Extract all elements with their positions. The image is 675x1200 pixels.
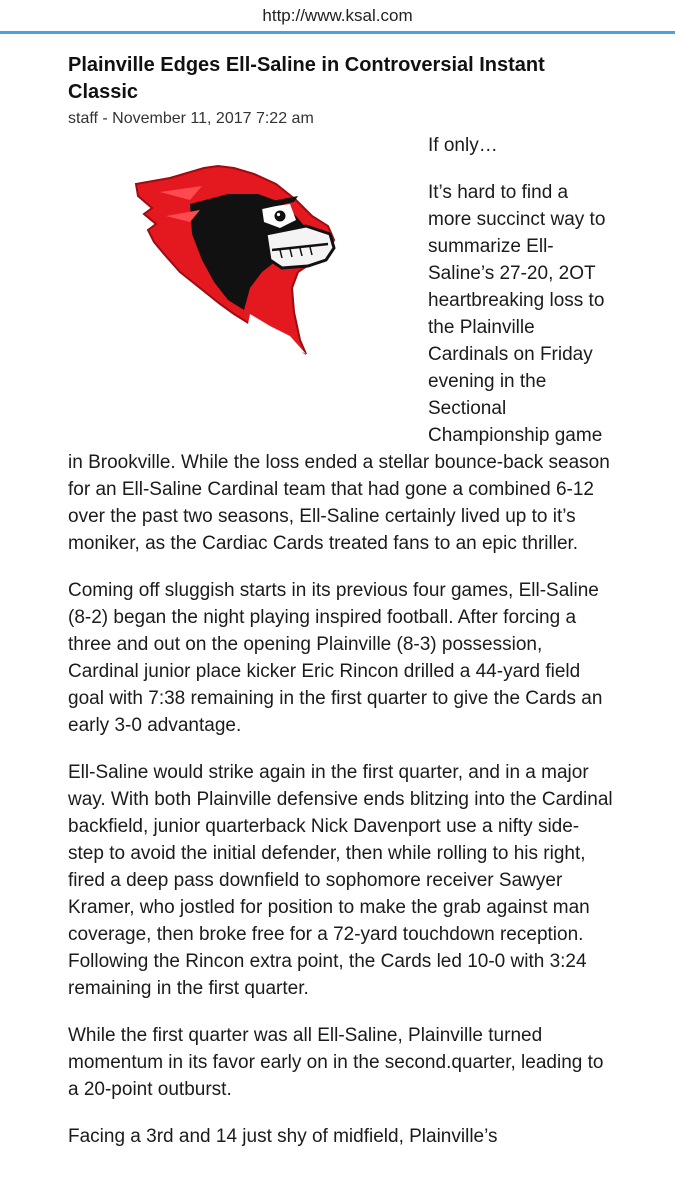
paragraph: While the first quarter was all Ell-Saline, Plainville turned momentum in its favor early on in the second.quarter, leading to a 20-point outburst. <box>68 1025 604 1100</box>
logo-container <box>68 132 408 434</box>
paragraph: Coming off sluggish starts in its previous four games, Ell-Saline (8-2) began the night playing inspired football. After forcing a three and out on the opening Plainville (8-3) possession, Cardinal junior place kicker Eric Rincon drilled a 44-yard field goal with 7:38 remaining in the first quarter to give the Cards an early 3-0 advantage. <box>68 580 603 736</box>
paragraph: Facing a 3rd and 14 just shy of midfield, Plainville’s <box>68 1126 498 1147</box>
paragraph: If only… <box>428 135 498 156</box>
url-text[interactable]: http://www.ksal.com <box>262 5 413 25</box>
article-byline: staff - November 11, 2017 7:22 am <box>68 110 314 127</box>
address-bar[interactable] <box>0 0 675 34</box>
paragraph: Ell-Saline would strike again in the first quarter, and in a major way. With both Plainville defensive ends blitzing into the Cardinal backfield, junior quarterback Nick Davenport use a nifty side-step to avoid the initial defender, then while rolling to his right, fired a deep pass downfield to sophomore receiver Sawyer Kramer, who jostled for position to make the grab against man coverage, then broke free for a 72-yard touchdown reception. Following the Rincon extra point, the Cards led 10-0 with 3:24 remaining in the first quarter. <box>68 762 613 999</box>
article-title: Plainville Edges Ell-Saline in Controversial Instant Classic <box>68 54 545 103</box>
paragraph: It’s hard to find a more succinct way to summarize Ell-Saline’s 27-20, 2OT heartbreaking loss to the Plainville Cardinals on Friday evening in the Sectional Championship game in Brookville. While the loss ended a stellar bounce-back season for an Ell-Saline Cardinal team that had gone a combined 6-12 over the past two seasons, Ell-Saline certainly lived up to it’s moniker, as the Cardiac Cards treated fans to an epic thriller. <box>68 182 610 554</box>
article <box>0 34 675 1170</box>
cardinal-mascot-icon <box>130 164 340 364</box>
